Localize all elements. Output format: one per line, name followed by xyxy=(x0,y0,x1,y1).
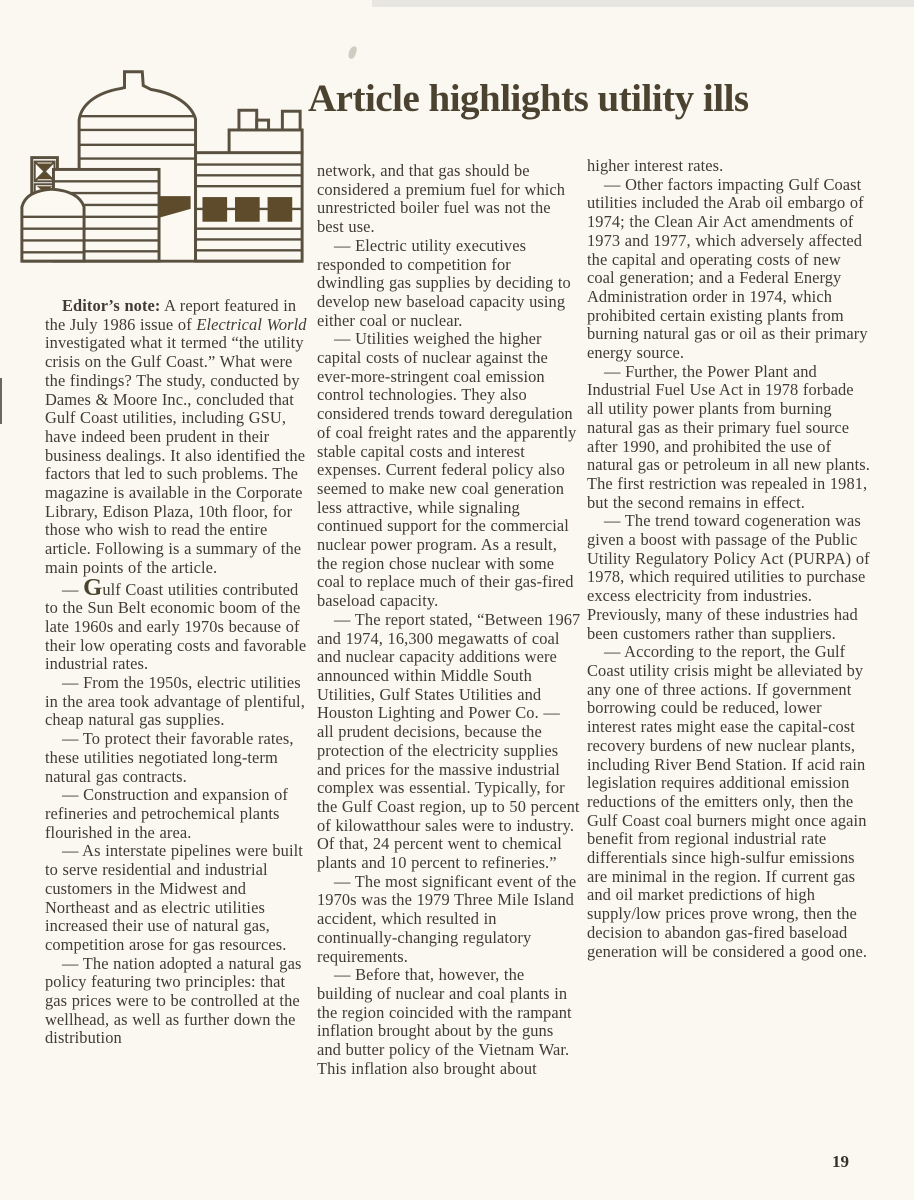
right-striped-building-drawing xyxy=(196,110,303,261)
small-dome-silo-drawing xyxy=(22,189,84,261)
editors-note-text: A report featured in the July 1986 issue of xyxy=(45,296,297,334)
dropcap-g: G xyxy=(83,573,103,601)
magazine-name-italic: Electrical World xyxy=(196,314,307,334)
editors-note-label: Editor’s note: xyxy=(62,296,161,315)
editors-note-paragraph xyxy=(45,297,307,578)
paragraph: — As interstate pipelines were built to serve residential and industrial customers in the Midwest and Northeast and as electric utilities increased their use of natural gas, competition arose for gas resources. xyxy=(45,841,303,954)
article-title: Article highlights utility ills xyxy=(308,77,749,120)
paragraph: — The trend toward cogeneration was given a boost with passage of the Public Utility Regulatory Policy Act (PURPA) of 1978, which required utilities to purchase excess electricity from industries. Previously, many of these industries had been customers rather than suppliers. xyxy=(587,511,870,643)
power-plant-illustration xyxy=(14,58,310,272)
paragraph-text: ulf Coast utilities contributed to the Sun Belt economic boom of the late 1960s and early 1970s because of their low operating costs and favorable industrial rates. xyxy=(45,579,307,674)
editors-note-text: investigated what it termed “the utility crisis on the Gulf Coast.” What were the findings? The study, conducted by Dames & Moore Inc., concluded that Gulf Coast utilities, including GSU, have indeed been prudent in their business dealings. It also identified the factors that led to such problems. The magazine is available in the Corporate Library, Edison Plaza, 10th floor, for those who wish to read the entire article. Following is a summary of the main points of the article. xyxy=(45,333,306,577)
paragraph: — According to the report, the Gulf Coast utility crisis might be alleviated by any one of three actions. If government borrowing could be reduced, lower interest rates might ease the capital-cost recovery burdens of new nuclear plants, including River Bend Station. If acid rain legislation requires additional emission reductions of the emitters only, then the Gulf Coast coal burners might once again benefit from regional industrial rate differentials since high-sulfur emissions are minimal in the region. If current gas and oil market predictions of high supply/low prices prove wrong, then the decision to abandon gas-fired baseload generation will be considered a good one. xyxy=(587,642,868,961)
paragraph: — The most significant event of the 1970s was the 1979 Three Mile Island accident, which resulted in continually-changing regulatory requirements. xyxy=(317,871,577,966)
paragraph: — Construction and expansion of refineries and petrochemical plants flourished in the area. xyxy=(45,785,288,842)
page-number: 19 xyxy=(832,1152,849,1171)
paragraph: higher interest rates. xyxy=(587,156,724,175)
paragraph: — Electric utility executives responded to competition for dwindling gas supplies by deciding to develop new baseload capacity using either coal or nuclear. xyxy=(317,235,571,330)
paragraph: — The nation adopted a natural gas policy featuring two principles: that gas prices were to be controlled at the wellhead, as well as further down the distribution xyxy=(45,953,302,1048)
paragraph: network, and that gas should be considered a premium fuel for which unrestricted boiler fuel was not the best use. xyxy=(317,161,566,237)
scan-artifact xyxy=(372,0,914,7)
paragraph: — Utilities weighed the higher capital costs of nuclear against the ever-more-stringent coal emission control technologies. They also considered trends toward deregulation of coal freight rates and the apparently stable capital costs and interest expenses. Current federal policy also seemed to make new coal generation less attractive, while signaling continued support for the commercial nuclear power program. As a result, the region chose nuclear with some coal to replace much of their gas-fired baseload capacity. xyxy=(317,329,577,611)
text-column-1 xyxy=(45,297,307,1048)
paragraph: — Before that, however, the building of nuclear and coal plants in the region coincided with the rampant inflation brought about by the guns and butter policy of the Vietnam War. This inflation also brought about xyxy=(317,965,572,1078)
paragraph: — Further, the Power Plant and Industrial Fuel Use Act in 1978 forbade all utility power plants from burning natural gas as their primary fuel source after 1990, and prohibited the use of natural gas or petroleum in all new plants. The first restriction was repealed in 1981, but the second remains in effect. xyxy=(587,361,870,512)
scan-artifact xyxy=(0,378,2,424)
text-column-2 xyxy=(317,162,581,1078)
scan-artifact xyxy=(347,45,358,60)
text-column-3 xyxy=(587,157,871,961)
paragraph: — To protect their favorable rates, these utilities negotiated long-term natural gas contracts. xyxy=(45,729,294,786)
dash: — xyxy=(62,579,84,599)
paragraph: — The report stated, “Between 1967 and 1974, 16,300 megawatts of coal and nuclear capacity additions were announced within Middle South Utilities, Gulf States Utilities and Houston Lighting and Power Co. — all prudent decisions, because the protection of the electricity supplies and prices for the massive industrial complex was essential. Typically, for the Gulf Coast region, up to 50 percent of kilowatthour sales were to industry. Of that, 24 percent went to chemical plants and 10 percent to refineries.” xyxy=(317,609,581,873)
paragraph-gulf-coast xyxy=(45,573,307,675)
paragraph: — Other factors impacting Gulf Coast utilities included the Arab oil embargo of 1974; the Clean Air Act amendments of 1973 and 1977, which adversely affected the capital and operating costs of new coal generation; and a Federal Energy Administration order in 1974, which prohibited certain existing plants from burning natural gas or oil as their primary energy source. xyxy=(587,174,868,363)
paragraph: — From the 1950s, electric utilities in the area took advantage of plentiful, cheap natural gas supplies. xyxy=(45,673,305,730)
